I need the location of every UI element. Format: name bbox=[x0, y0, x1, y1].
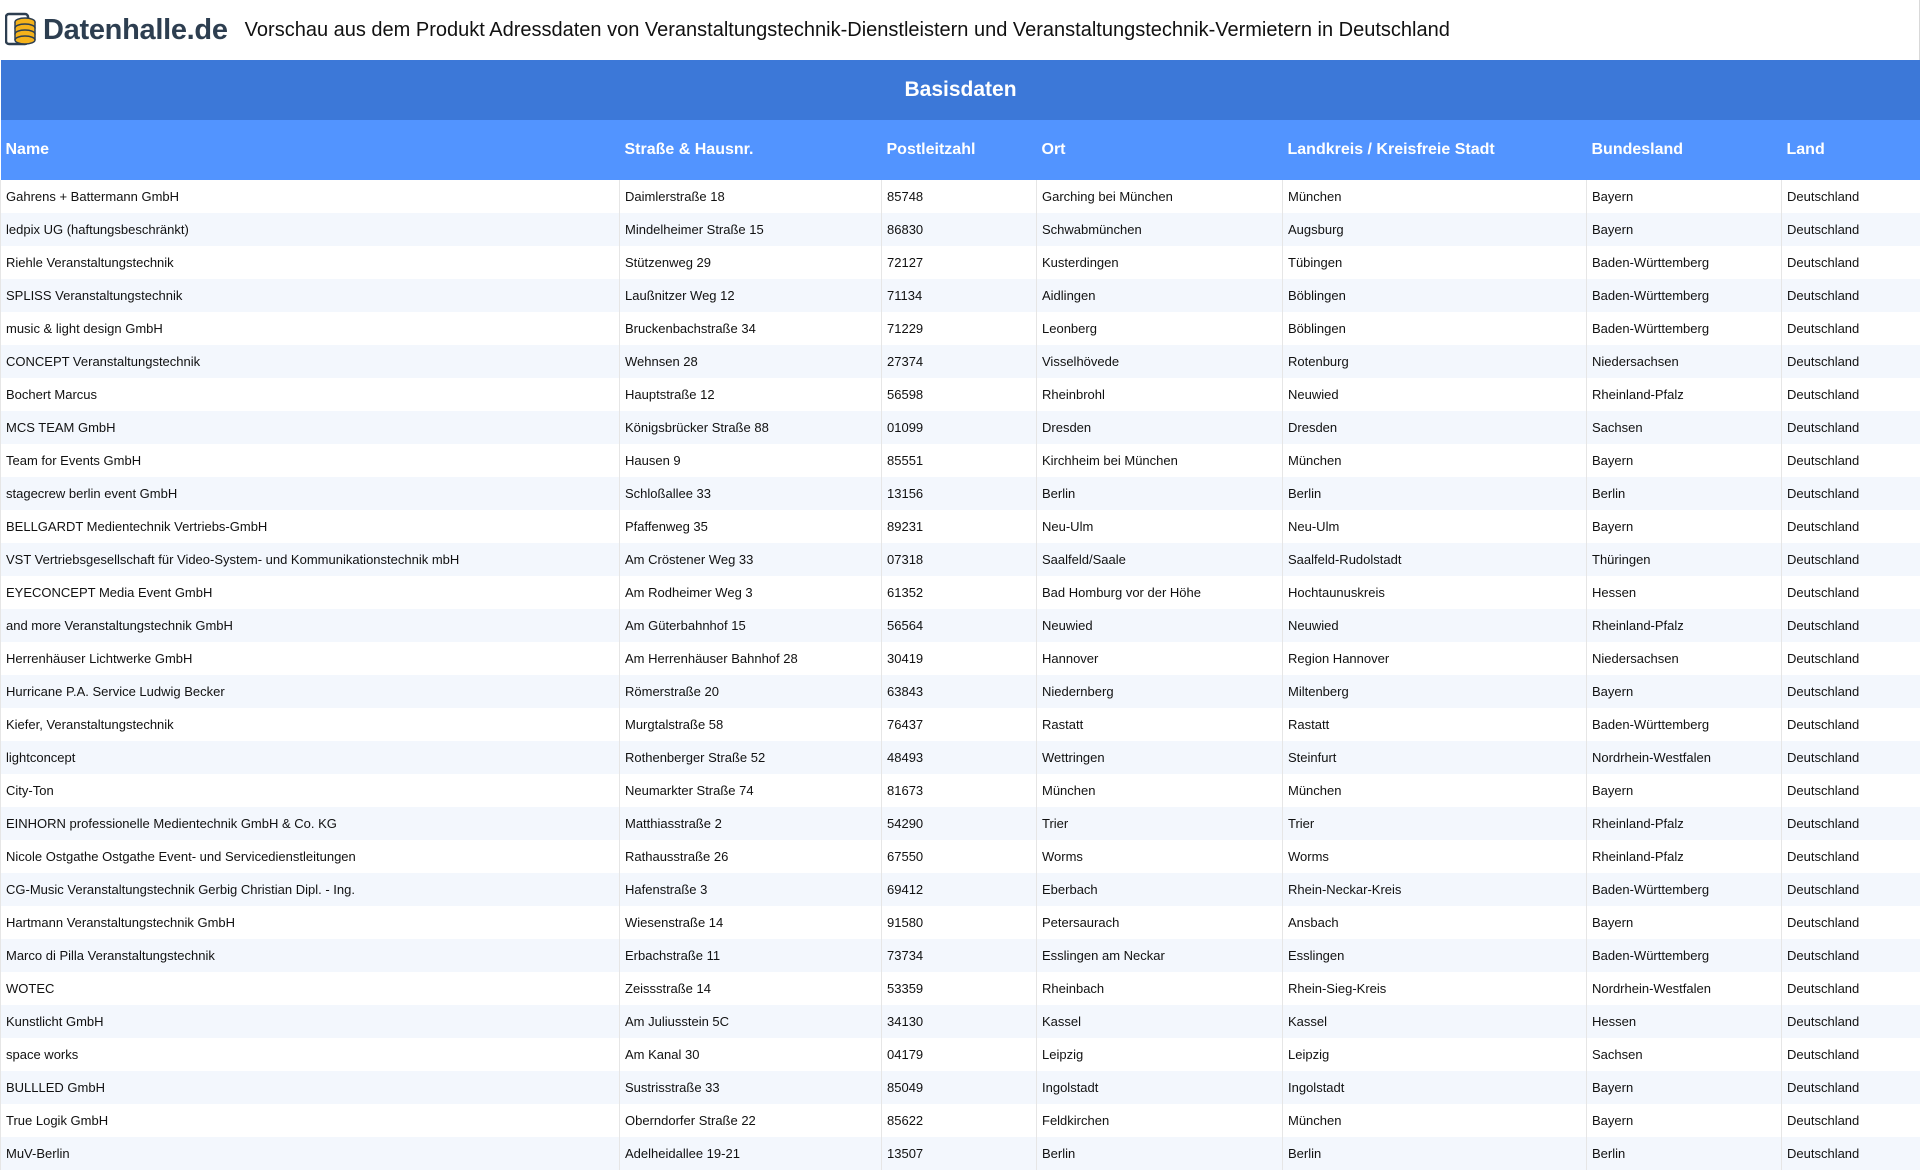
cell-district: Dresden bbox=[1283, 411, 1587, 444]
cell-city: Rheinbach bbox=[1037, 972, 1283, 1005]
table-row bbox=[1, 543, 1920, 576]
cell-street: Daimlerstraße 18 bbox=[620, 180, 882, 213]
column-header-row bbox=[1, 120, 1920, 180]
cell-city: Dresden bbox=[1037, 411, 1283, 444]
cell-street: Adelheidallee 19-21 bbox=[620, 1137, 882, 1170]
table-row bbox=[1, 840, 1920, 873]
cell-country: Deutschland bbox=[1782, 774, 1920, 807]
cell-street: Am Kanal 30 bbox=[620, 1038, 882, 1071]
cell-state: Baden-Württemberg bbox=[1587, 939, 1782, 972]
cell-name: BELLGARDT Medientechnik Vertriebs-GmbH bbox=[1, 510, 620, 543]
cell-name: Kiefer, Veranstaltungstechnik bbox=[1, 708, 620, 741]
cell-country: Deutschland bbox=[1782, 543, 1920, 576]
cell-street: Wiesenstraße 14 bbox=[620, 906, 882, 939]
cell-state: Rheinland-Pfalz bbox=[1587, 609, 1782, 642]
cell-district: Neuwied bbox=[1283, 378, 1587, 411]
cell-street: Sustrisstraße 33 bbox=[620, 1071, 882, 1104]
cell-country: Deutschland bbox=[1782, 1137, 1920, 1170]
cell-name: CG-Music Veranstaltungstechnik Gerbig Christian Dipl. - Ing. bbox=[1, 873, 620, 906]
cell-postcode: 48493 bbox=[882, 741, 1037, 774]
cell-street: Zeissstraße 14 bbox=[620, 972, 882, 1005]
cell-state: Baden-Württemberg bbox=[1587, 279, 1782, 312]
cell-street: Am Juliusstein 5C bbox=[620, 1005, 882, 1038]
cell-postcode: 91580 bbox=[882, 906, 1037, 939]
cell-country: Deutschland bbox=[1782, 477, 1920, 510]
table-row bbox=[1, 1137, 1920, 1170]
cell-postcode: 27374 bbox=[882, 345, 1037, 378]
cell-name: True Logik GmbH bbox=[1, 1104, 620, 1137]
cell-city: Schwabmünchen bbox=[1037, 213, 1283, 246]
cell-state: Baden-Württemberg bbox=[1587, 312, 1782, 345]
cell-street: Laußnitzer Weg 12 bbox=[620, 279, 882, 312]
cell-street: Wehnsen 28 bbox=[620, 345, 882, 378]
table-row bbox=[1, 345, 1920, 378]
cell-street: Murgtalstraße 58 bbox=[620, 708, 882, 741]
cell-state: Bayern bbox=[1587, 774, 1782, 807]
cell-postcode: 34130 bbox=[882, 1005, 1037, 1038]
cell-country: Deutschland bbox=[1782, 972, 1920, 1005]
table-row bbox=[1, 576, 1920, 609]
cell-district: Neuwied bbox=[1283, 609, 1587, 642]
cell-state: Rheinland-Pfalz bbox=[1587, 378, 1782, 411]
cell-name: Riehle Veranstaltungstechnik bbox=[1, 246, 620, 279]
cell-city: Ingolstadt bbox=[1037, 1071, 1283, 1104]
cell-name: BULLLED GmbH bbox=[1, 1071, 620, 1104]
cell-name: Team for Events GmbH bbox=[1, 444, 620, 477]
cell-street: Bruckenbachstraße 34 bbox=[620, 312, 882, 345]
cell-state: Bayern bbox=[1587, 1071, 1782, 1104]
cell-state: Bayern bbox=[1587, 510, 1782, 543]
cell-postcode: 54290 bbox=[882, 807, 1037, 840]
cell-country: Deutschland bbox=[1782, 708, 1920, 741]
page-title: Vorschau aus dem Produkt Adressdaten von Veranstaltungstechnik-Dienstleistern und Veranstaltungstechnik-Vermietern in Deutschland bbox=[244, 18, 1450, 41]
cell-postcode: 85049 bbox=[882, 1071, 1037, 1104]
column-header-country[interactable]: Land bbox=[1782, 120, 1920, 180]
cell-name: Hurricane P.A. Service Ludwig Becker bbox=[1, 675, 620, 708]
cell-state: Bayern bbox=[1587, 213, 1782, 246]
table-row bbox=[1, 774, 1920, 807]
cell-name: WOTEC bbox=[1, 972, 620, 1005]
table-row bbox=[1, 444, 1920, 477]
cell-district: Leipzig bbox=[1283, 1038, 1587, 1071]
cell-city: Saalfeld/Saale bbox=[1037, 543, 1283, 576]
cell-postcode: 86830 bbox=[882, 213, 1037, 246]
cell-name: City-Ton bbox=[1, 774, 620, 807]
cell-city: München bbox=[1037, 774, 1283, 807]
cell-country: Deutschland bbox=[1782, 576, 1920, 609]
cell-district: Rhein-Sieg-Kreis bbox=[1283, 972, 1587, 1005]
cell-postcode: 71134 bbox=[882, 279, 1037, 312]
cell-postcode: 13507 bbox=[882, 1137, 1037, 1170]
cell-city: Niedernberg bbox=[1037, 675, 1283, 708]
cell-district: Saalfeld-Rudolstadt bbox=[1283, 543, 1587, 576]
cell-country: Deutschland bbox=[1782, 378, 1920, 411]
cell-street: Am Güterbahnhof 15 bbox=[620, 609, 882, 642]
cell-city: Rastatt bbox=[1037, 708, 1283, 741]
cell-state: Baden-Württemberg bbox=[1587, 873, 1782, 906]
cell-state: Bayern bbox=[1587, 906, 1782, 939]
cell-city: Worms bbox=[1037, 840, 1283, 873]
cell-country: Deutschland bbox=[1782, 873, 1920, 906]
cell-street: Oberndorfer Straße 22 bbox=[620, 1104, 882, 1137]
cell-street: Hauptstraße 12 bbox=[620, 378, 882, 411]
cell-city: Feldkirchen bbox=[1037, 1104, 1283, 1137]
cell-district: Böblingen bbox=[1283, 279, 1587, 312]
column-header-postcode[interactable]: Postleitzahl bbox=[882, 120, 1037, 180]
cell-name: SPLISS Veranstaltungstechnik bbox=[1, 279, 620, 312]
cell-state: Berlin bbox=[1587, 1137, 1782, 1170]
table-row bbox=[1, 180, 1920, 213]
cell-district: Steinfurt bbox=[1283, 741, 1587, 774]
cell-country: Deutschland bbox=[1782, 1005, 1920, 1038]
cell-district: Berlin bbox=[1283, 1137, 1587, 1170]
cell-postcode: 63843 bbox=[882, 675, 1037, 708]
cell-postcode: 89231 bbox=[882, 510, 1037, 543]
cell-name: Marco di Pilla Veranstaltungstechnik bbox=[1, 939, 620, 972]
cell-street: Erbachstraße 11 bbox=[620, 939, 882, 972]
cell-state: Baden-Württemberg bbox=[1587, 708, 1782, 741]
cell-name: Hartmann Veranstaltungstechnik GmbH bbox=[1, 906, 620, 939]
cell-name: Kunstlicht GmbH bbox=[1, 1005, 620, 1038]
table-row bbox=[1, 741, 1920, 774]
cell-street: Rothenberger Straße 52 bbox=[620, 741, 882, 774]
cell-street: Neumarkter Straße 74 bbox=[620, 774, 882, 807]
cell-country: Deutschland bbox=[1782, 840, 1920, 873]
cell-city: Berlin bbox=[1037, 477, 1283, 510]
cell-country: Deutschland bbox=[1782, 939, 1920, 972]
cell-city: Eberbach bbox=[1037, 873, 1283, 906]
cell-name: Gahrens + Battermann GmbH bbox=[1, 180, 620, 213]
cell-street: Königsbrücker Straße 88 bbox=[620, 411, 882, 444]
cell-country: Deutschland bbox=[1782, 906, 1920, 939]
table-row bbox=[1, 873, 1920, 906]
cell-country: Deutschland bbox=[1782, 1038, 1920, 1071]
cell-postcode: 81673 bbox=[882, 774, 1037, 807]
cell-name: EINHORN professionelle Medientechnik GmbH & Co. KG bbox=[1, 807, 620, 840]
cell-country: Deutschland bbox=[1782, 642, 1920, 675]
cell-district: Neu-Ulm bbox=[1283, 510, 1587, 543]
cell-city: Visselhövede bbox=[1037, 345, 1283, 378]
cell-postcode: 73734 bbox=[882, 939, 1037, 972]
cell-state: Sachsen bbox=[1587, 1038, 1782, 1071]
cell-city: Hannover bbox=[1037, 642, 1283, 675]
cell-district: Rhein-Neckar-Kreis bbox=[1283, 873, 1587, 906]
cell-name: and more Veranstaltungstechnik GmbH bbox=[1, 609, 620, 642]
cell-city: Kassel bbox=[1037, 1005, 1283, 1038]
cell-country: Deutschland bbox=[1782, 411, 1920, 444]
cell-name: music & light design GmbH bbox=[1, 312, 620, 345]
cell-street: Hafenstraße 3 bbox=[620, 873, 882, 906]
cell-country: Deutschland bbox=[1782, 213, 1920, 246]
cell-name: space works bbox=[1, 1038, 620, 1071]
cell-country: Deutschland bbox=[1782, 1104, 1920, 1137]
cell-state: Bayern bbox=[1587, 444, 1782, 477]
cell-country: Deutschland bbox=[1782, 1071, 1920, 1104]
table-row bbox=[1, 411, 1920, 444]
table-row bbox=[1, 279, 1920, 312]
cell-district: Rotenburg bbox=[1283, 345, 1587, 378]
cell-district: Ansbach bbox=[1283, 906, 1587, 939]
cell-district: Kassel bbox=[1283, 1005, 1587, 1038]
data-table-container bbox=[0, 60, 1920, 1170]
table-row bbox=[1, 708, 1920, 741]
top-bar bbox=[0, 0, 1920, 60]
table-row bbox=[1, 1038, 1920, 1071]
cell-district: München bbox=[1283, 1104, 1587, 1137]
column-header-street[interactable]: Straße & Hausnr. bbox=[620, 120, 882, 180]
cell-postcode: 67550 bbox=[882, 840, 1037, 873]
cell-name: MCS TEAM GmbH bbox=[1, 411, 620, 444]
cell-district: Tübingen bbox=[1283, 246, 1587, 279]
cell-district: Esslingen bbox=[1283, 939, 1587, 972]
cell-name: stagecrew berlin event GmbH bbox=[1, 477, 620, 510]
column-header-state[interactable]: Bundesland bbox=[1587, 120, 1782, 180]
cell-postcode: 71229 bbox=[882, 312, 1037, 345]
cell-street: Hausen 9 bbox=[620, 444, 882, 477]
cell-postcode: 76437 bbox=[882, 708, 1037, 741]
cell-city: Wettringen bbox=[1037, 741, 1283, 774]
cell-street: Matthiasstraße 2 bbox=[620, 807, 882, 840]
table-body bbox=[1, 180, 1920, 1170]
table-row bbox=[1, 972, 1920, 1005]
cell-postcode: 72127 bbox=[882, 246, 1037, 279]
cell-district: Region Hannover bbox=[1283, 642, 1587, 675]
table-row bbox=[1, 675, 1920, 708]
cell-street: Stützenweg 29 bbox=[620, 246, 882, 279]
cell-state: Rheinland-Pfalz bbox=[1587, 840, 1782, 873]
cell-city: Neu-Ulm bbox=[1037, 510, 1283, 543]
cell-district: Böblingen bbox=[1283, 312, 1587, 345]
group-header: Basisdaten bbox=[1, 60, 1920, 120]
cell-name: Herrenhäuser Lichtwerke GmbH bbox=[1, 642, 620, 675]
cell-state: Bayern bbox=[1587, 675, 1782, 708]
cell-state: Berlin bbox=[1587, 477, 1782, 510]
cell-country: Deutschland bbox=[1782, 312, 1920, 345]
cell-postcode: 56564 bbox=[882, 609, 1037, 642]
cell-name: lightconcept bbox=[1, 741, 620, 774]
table-row bbox=[1, 378, 1920, 411]
table-row bbox=[1, 939, 1920, 972]
cell-street: Pfaffenweg 35 bbox=[620, 510, 882, 543]
cell-state: Nordrhein-Westfalen bbox=[1587, 741, 1782, 774]
cell-postcode: 04179 bbox=[882, 1038, 1037, 1071]
cell-district: München bbox=[1283, 180, 1587, 213]
cell-state: Thüringen bbox=[1587, 543, 1782, 576]
cell-postcode: 85622 bbox=[882, 1104, 1037, 1137]
cell-country: Deutschland bbox=[1782, 444, 1920, 477]
cell-city: Leipzig bbox=[1037, 1038, 1283, 1071]
cell-postcode: 01099 bbox=[882, 411, 1037, 444]
cell-state: Bayern bbox=[1587, 1104, 1782, 1137]
table-row bbox=[1, 510, 1920, 543]
table-row bbox=[1, 1071, 1920, 1104]
cell-street: Am Cröstener Weg 33 bbox=[620, 543, 882, 576]
cell-postcode: 61352 bbox=[882, 576, 1037, 609]
cell-postcode: 13156 bbox=[882, 477, 1037, 510]
cell-country: Deutschland bbox=[1782, 609, 1920, 642]
cell-name: VST Vertriebsgesellschaft für Video-System- und Kommunikationstechnik mbH bbox=[1, 543, 620, 576]
cell-street: Am Rodheimer Weg 3 bbox=[620, 576, 882, 609]
cell-state: Nordrhein-Westfalen bbox=[1587, 972, 1782, 1005]
table-row bbox=[1, 1005, 1920, 1038]
cell-state: Hessen bbox=[1587, 576, 1782, 609]
cell-country: Deutschland bbox=[1782, 675, 1920, 708]
cell-district: Worms bbox=[1283, 840, 1587, 873]
cell-name: MuV-Berlin bbox=[1, 1137, 620, 1170]
cell-city: Berlin bbox=[1037, 1137, 1283, 1170]
cell-street: Mindelheimer Straße 15 bbox=[620, 213, 882, 246]
cell-city: Aidlingen bbox=[1037, 279, 1283, 312]
column-header-name[interactable]: Name bbox=[1, 120, 620, 180]
cell-district: Hochtaunuskreis bbox=[1283, 576, 1587, 609]
cell-state: Niedersachsen bbox=[1587, 345, 1782, 378]
cell-district: Miltenberg bbox=[1283, 675, 1587, 708]
cell-name: Bochert Marcus bbox=[1, 378, 620, 411]
table-row bbox=[1, 642, 1920, 675]
column-header-district[interactable]: Landkreis / Kreisfreie Stadt bbox=[1283, 120, 1587, 180]
cell-name: ledpix UG (haftungsbeschränkt) bbox=[1, 213, 620, 246]
cell-country: Deutschland bbox=[1782, 246, 1920, 279]
cell-district: Ingolstadt bbox=[1283, 1071, 1587, 1104]
cell-state: Rheinland-Pfalz bbox=[1587, 807, 1782, 840]
cell-city: Neuwied bbox=[1037, 609, 1283, 642]
cell-postcode: 07318 bbox=[882, 543, 1037, 576]
cell-city: Kirchheim bei München bbox=[1037, 444, 1283, 477]
cell-country: Deutschland bbox=[1782, 741, 1920, 774]
table-row bbox=[1, 312, 1920, 345]
cell-country: Deutschland bbox=[1782, 510, 1920, 543]
cell-district: München bbox=[1283, 444, 1587, 477]
cell-city: Petersaurach bbox=[1037, 906, 1283, 939]
cell-name: CONCEPT Veranstaltungstechnik bbox=[1, 345, 620, 378]
cell-street: Römerstraße 20 bbox=[620, 675, 882, 708]
table-row bbox=[1, 213, 1920, 246]
cell-district: Trier bbox=[1283, 807, 1587, 840]
cell-postcode: 30419 bbox=[882, 642, 1037, 675]
cell-postcode: 56598 bbox=[882, 378, 1037, 411]
table-row bbox=[1, 246, 1920, 279]
cell-postcode: 85748 bbox=[882, 180, 1037, 213]
data-table bbox=[0, 60, 1920, 1170]
cell-street: Rathausstraße 26 bbox=[620, 840, 882, 873]
cell-country: Deutschland bbox=[1782, 807, 1920, 840]
cell-state: Hessen bbox=[1587, 1005, 1782, 1038]
cell-district: Rastatt bbox=[1283, 708, 1587, 741]
cell-district: München bbox=[1283, 774, 1587, 807]
cell-city: Trier bbox=[1037, 807, 1283, 840]
logo-text: Datenhalle.de bbox=[43, 13, 228, 46]
cell-district: Berlin bbox=[1283, 477, 1587, 510]
cell-state: Baden-Württemberg bbox=[1587, 246, 1782, 279]
cell-postcode: 53359 bbox=[882, 972, 1037, 1005]
cell-country: Deutschland bbox=[1782, 180, 1920, 213]
cell-postcode: 69412 bbox=[882, 873, 1037, 906]
cell-city: Esslingen am Neckar bbox=[1037, 939, 1283, 972]
cell-city: Leonberg bbox=[1037, 312, 1283, 345]
cell-street: Am Herrenhäuser Bahnhof 28 bbox=[620, 642, 882, 675]
cell-district: Augsburg bbox=[1283, 213, 1587, 246]
cell-state: Niedersachsen bbox=[1587, 642, 1782, 675]
table-row bbox=[1, 609, 1920, 642]
cell-city: Garching bei München bbox=[1037, 180, 1283, 213]
table-row bbox=[1, 906, 1920, 939]
cell-country: Deutschland bbox=[1782, 279, 1920, 312]
cell-city: Rheinbrohl bbox=[1037, 378, 1283, 411]
cell-state: Bayern bbox=[1587, 180, 1782, 213]
logo[interactable] bbox=[5, 10, 228, 50]
cell-street: Schloßallee 33 bbox=[620, 477, 882, 510]
database-stack-icon bbox=[5, 12, 39, 48]
column-header-city[interactable]: Ort bbox=[1037, 120, 1283, 180]
cell-name: EYECONCEPT Media Event GmbH bbox=[1, 576, 620, 609]
table-row bbox=[1, 807, 1920, 840]
cell-name: Nicole Ostgathe Ostgathe Event- und Servicedienstleitungen bbox=[1, 840, 620, 873]
cell-city: Kusterdingen bbox=[1037, 246, 1283, 279]
cell-state: Sachsen bbox=[1587, 411, 1782, 444]
table-row bbox=[1, 477, 1920, 510]
cell-country: Deutschland bbox=[1782, 345, 1920, 378]
cell-city: Bad Homburg vor der Höhe bbox=[1037, 576, 1283, 609]
table-row bbox=[1, 1104, 1920, 1137]
cell-postcode: 85551 bbox=[882, 444, 1037, 477]
